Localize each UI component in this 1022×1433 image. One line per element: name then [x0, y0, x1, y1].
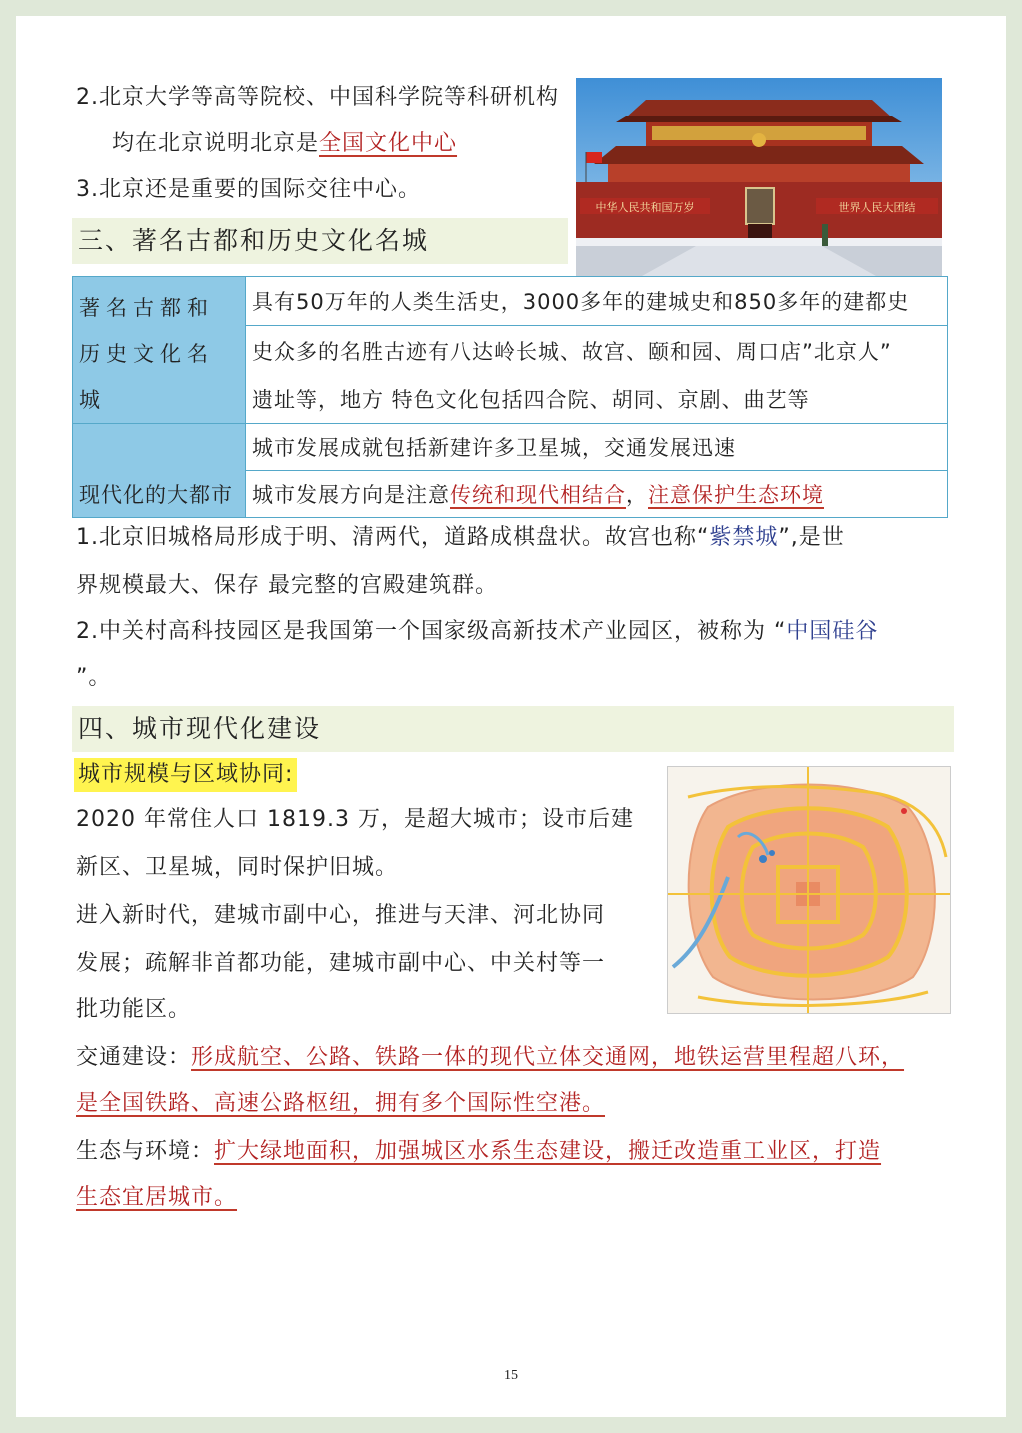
row-head-ancient-capital: 著名古都和历史文化名城 [73, 277, 246, 424]
traffic-line-1 [76, 1042, 904, 1074]
traffic-highlight-2: 是全国铁路、高速公路枢纽，拥有多个国际性空港。 [76, 1091, 606, 1116]
beijing-map-illustration [668, 767, 950, 1013]
section-4-heading: 四、城市现代化建设 [72, 706, 954, 752]
eco-highlight-2: 生态宜居城市。 [76, 1185, 238, 1210]
tradition-modern-highlight: 传统和现代相结合 [450, 483, 626, 507]
eco-label: 生态与环境： [76, 1139, 215, 1164]
scale-line-5: 批功能区。 [76, 997, 192, 1022]
page-number: 15 [504, 1368, 518, 1383]
table-cell: 城市发展成就包括新建许多卫星城，交通发展迅速 [246, 424, 948, 471]
table-cell [246, 471, 948, 518]
table-row [73, 277, 948, 326]
para-1-tail: ”,是世 [778, 525, 845, 550]
eco-line-1 [76, 1136, 881, 1168]
intro-line-3: 3.北京还是重要的国际交往中心。 [76, 177, 421, 202]
traffic-highlight-1: 形成航空、公路、铁路一体的现代立体交通网，地铁运营里程超八环， [191, 1045, 905, 1070]
para-2-text: 2.中关村高科技园区是我国第一个国家级高新技术产业园区，被称为 “ [76, 619, 787, 644]
document-page [16, 16, 1006, 1417]
beijing-map [667, 766, 951, 1014]
row-head-modern-metropolis: 现代化的大都市 [73, 424, 246, 518]
comma: ， [626, 483, 648, 507]
intro-line-1: 2.北京大学等高等院校、中国科学院等科研机构 [76, 85, 559, 110]
tiananmen-photo [576, 78, 942, 276]
culture-center-highlight: 全国文化中心 [319, 131, 458, 156]
intro-line-2 [112, 128, 457, 160]
banner-right: 世界人民大团结 [838, 201, 916, 214]
para-2-line-2: ”。 [76, 665, 112, 690]
table-cell: 遗址等，地方 特色文化包括四合院、胡同、京剧、曲艺等 [246, 375, 948, 424]
table-cell: 具有50万年的人类生活史，3000多年的建城史和850多年的建都史 [246, 277, 948, 326]
traffic-line-2 [76, 1088, 605, 1120]
banner-left: 中华人民共和国万岁 [595, 201, 695, 214]
table-row [73, 424, 948, 471]
traffic-label: 交通建设： [76, 1045, 192, 1070]
capital-info-table [72, 276, 948, 518]
eco-protect-highlight: 注意保护生态环境 [648, 483, 824, 507]
para-2-line-1 [76, 616, 878, 648]
city-scale-tag: 城市规模与区域协同: [74, 758, 297, 792]
para-1-line-2: 界规模最大、保存 最完整的宫殿建筑群。 [76, 573, 498, 598]
scale-line-3: 进入新时代，建城市副中心，推进与天津、河北协同 [76, 903, 606, 928]
para-1-text: 1.北京旧城格局形成于明、清两代，道路成棋盘状。故宫也称“ [76, 525, 710, 550]
section-3-heading: 三、著名古都和历史文化名城 [72, 218, 568, 264]
scale-line-1: 2020 年常住人口 1819.3 万，是超大城市；设市后建 [76, 807, 634, 832]
direction-text: 城市发展方向是注意 [252, 483, 450, 507]
intro-line-2-text: 均在北京说明北京是 [112, 131, 320, 156]
silicon-valley-term: 中国硅谷 [786, 619, 879, 644]
forbidden-city-term: 紫禁城 [709, 525, 779, 550]
eco-highlight-1: 扩大绿地面积，加强城区水系生态建设，搬迁改造重工业区，打造 [214, 1139, 882, 1164]
eco-line-2 [76, 1182, 237, 1214]
tiananmen-illustration [576, 78, 942, 276]
scale-line-2: 新区、卫星城，同时保护旧城。 [76, 855, 399, 880]
scale-line-4: 发展；疏解非首都功能，建城市副中心、中关村等一 [76, 951, 606, 976]
para-1-line-1 [76, 522, 845, 554]
table-cell: 史众多的名胜古迹有八达岭长城、故宫、颐和园、周口店”北京人” [246, 326, 948, 375]
